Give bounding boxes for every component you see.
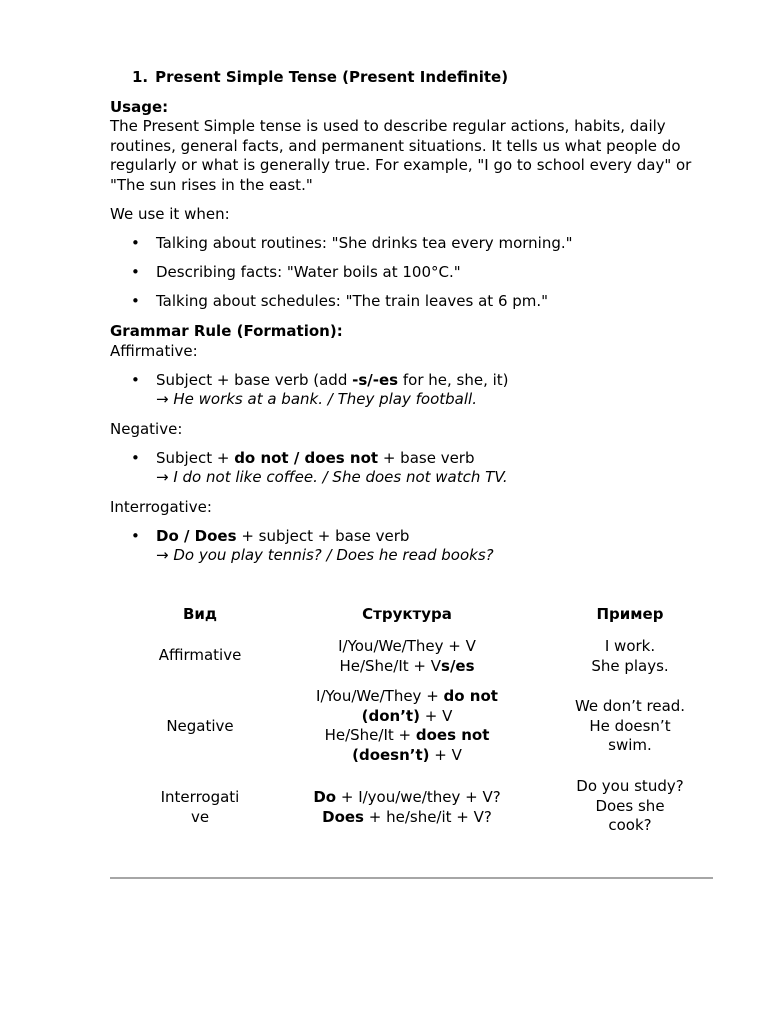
structure-line bbox=[292, 788, 522, 808]
rule-text bbox=[156, 527, 409, 546]
bullet-icon: • bbox=[131, 371, 140, 389]
rule-part: Subject + bbox=[156, 449, 235, 467]
grammar-rule-label: Grammar Rule (Formation): bbox=[110, 322, 343, 340]
arrow-icon: → bbox=[156, 468, 169, 486]
arrow-icon: → bbox=[156, 546, 169, 564]
table-header: Пример bbox=[596, 605, 664, 623]
example-line: We don’t read. bbox=[574, 697, 686, 715]
structure-line bbox=[292, 746, 522, 766]
bullet-icon: • bbox=[131, 234, 140, 252]
table-header: Вид bbox=[182, 605, 218, 623]
table-cell-type: Negative bbox=[166, 717, 234, 735]
bullet-icon: • bbox=[131, 449, 140, 467]
structure-bold: Do bbox=[313, 788, 337, 806]
rule-bold: do not / does not bbox=[234, 449, 379, 467]
interrogative-label: Interrogative: bbox=[110, 498, 212, 516]
table-cell-example bbox=[545, 777, 715, 836]
example-sentence: I do not like coffee. / She does not watch TV. bbox=[168, 468, 508, 486]
structure-line bbox=[292, 726, 522, 746]
structure-bold: (doesn’t) bbox=[352, 745, 430, 764]
table-cell-structure bbox=[292, 687, 522, 765]
we-use-label: We use it when: bbox=[110, 205, 230, 223]
example-line: Do you study? bbox=[576, 777, 684, 795]
bullet-icon: • bbox=[131, 527, 140, 545]
rule-part: + subject + base verb bbox=[236, 527, 410, 545]
table-cell-example bbox=[545, 697, 715, 756]
bullet-text: Describing facts: "Water boils at 100°C." bbox=[156, 263, 461, 281]
example-line: cook? bbox=[608, 816, 652, 834]
rule-bold: -s/-es bbox=[352, 371, 399, 389]
structure-bold: s/es bbox=[441, 656, 475, 675]
usage-line: routines, general facts, and permanent situations. It tells us what people do bbox=[110, 136, 681, 155]
structure-part: He/She/It + bbox=[324, 726, 416, 744]
bullet-text: Talking about routines: "She drinks tea every morning." bbox=[156, 234, 573, 252]
structure-line: I/You/We/They + V bbox=[338, 637, 476, 655]
example-sentence: Do you play tennis? / Does he read books? bbox=[168, 546, 494, 564]
bullet-icon: • bbox=[131, 292, 140, 310]
heading-title: Present Simple Tense (Present Indefinite) bbox=[155, 68, 509, 86]
usage-paragraph bbox=[110, 117, 714, 195]
section-heading bbox=[132, 67, 508, 87]
affirmative-label: Affirmative: bbox=[110, 342, 198, 360]
structure-bold: do not bbox=[443, 687, 498, 705]
structure-part: + he/she/it + V? bbox=[363, 807, 492, 826]
structure-part: He/She/It + V bbox=[339, 656, 442, 675]
table-cell-example bbox=[545, 637, 715, 676]
table-cell-structure bbox=[292, 788, 522, 827]
example-line: She plays. bbox=[591, 656, 669, 675]
structure-part: + V bbox=[429, 745, 462, 764]
usage-label: Usage: bbox=[110, 98, 169, 116]
example-text bbox=[156, 390, 477, 409]
rule-text bbox=[156, 449, 475, 468]
structure-bold: (don’t) bbox=[361, 706, 420, 725]
usage-line: regularly or what is generally true. For example, "I go to school every day" or bbox=[110, 156, 692, 174]
table-cell-type: Affirmative bbox=[158, 646, 242, 664]
type-line: ve bbox=[190, 807, 210, 826]
rule-part: + base verb bbox=[378, 449, 475, 467]
structure-bold: does not bbox=[415, 726, 490, 744]
bullet-icon: • bbox=[131, 263, 140, 281]
rule-part: for he, she, it) bbox=[398, 371, 509, 389]
negative-label: Negative: bbox=[110, 420, 183, 438]
structure-bold: Does bbox=[322, 807, 364, 826]
example-line: He doesn’t bbox=[589, 716, 671, 735]
structure-line bbox=[292, 707, 522, 727]
structure-line bbox=[292, 808, 522, 828]
example-line: Does she bbox=[595, 796, 665, 815]
table-cell-type bbox=[130, 788, 270, 827]
rule-part: Subject + base verb (add bbox=[156, 371, 353, 389]
arrow-icon: → bbox=[156, 390, 169, 408]
horizontal-divider bbox=[110, 877, 713, 879]
rule-bold: Do / Does bbox=[156, 527, 237, 545]
usage-line: "The sun rises in the east." bbox=[110, 175, 313, 194]
bullet-text: Talking about schedules: "The train leaves at 6 pm." bbox=[156, 292, 549, 310]
example-line: swim. bbox=[608, 736, 652, 754]
structure-part: + I/you/we/they + V? bbox=[336, 788, 501, 806]
structure-line bbox=[292, 657, 522, 677]
structure-part: I/You/We/They + bbox=[316, 687, 444, 705]
structure-line bbox=[292, 687, 522, 707]
example-text bbox=[156, 468, 508, 487]
example-text bbox=[156, 546, 494, 565]
usage-line: The Present Simple tense is used to describe regular actions, habits, daily bbox=[110, 117, 666, 135]
table-cell-structure bbox=[292, 637, 522, 676]
rule-text bbox=[156, 371, 509, 390]
structure-part: + V bbox=[419, 706, 453, 725]
example-line: I work. bbox=[604, 637, 656, 655]
table-header: Структура bbox=[362, 605, 452, 623]
example-sentence: He works at a bank. / They play football. bbox=[168, 390, 477, 408]
heading-number: 1. bbox=[132, 68, 149, 86]
type-line: Interrogati bbox=[160, 788, 240, 806]
